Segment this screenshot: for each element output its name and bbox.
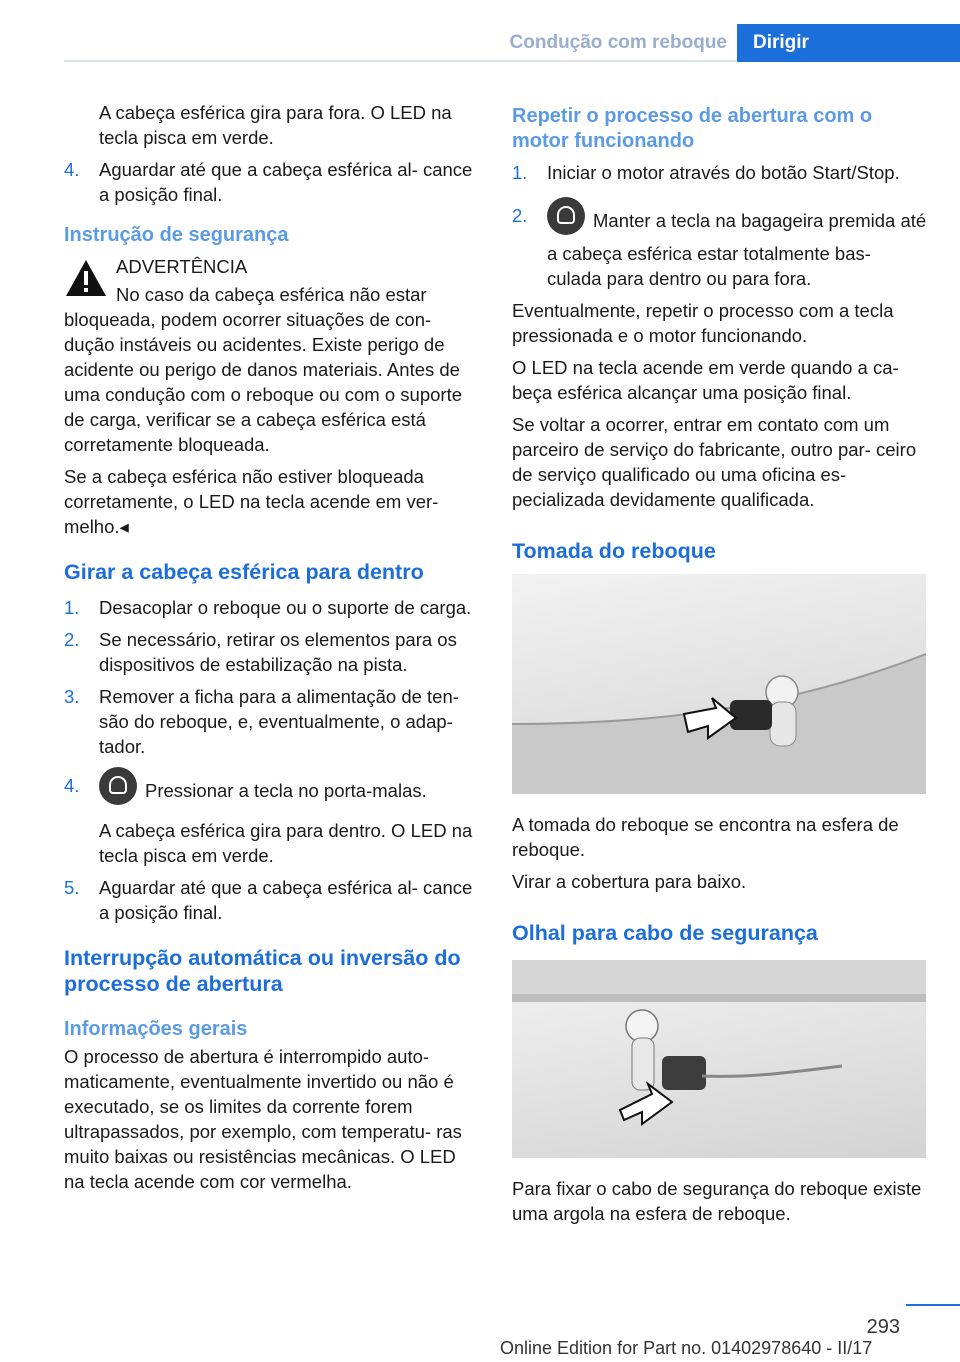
paragraph: Eventualmente, repetir o processo com a tecla pressionada e o motor funcionando.: [512, 300, 894, 346]
paragraph: Se voltar a ocorrer, entrar em contato com um parceiro de serviço do fabricante, outro par‐ ceiro de serviço qualificado ou uma oficina es‐ pecializada devidamente qualificada.: [512, 414, 917, 510]
list-item: [512, 203, 930, 291]
warning-title: ADVERTÊNCIA: [116, 256, 248, 277]
header-section-title: Condução com reboque: [509, 32, 727, 53]
list-text-with-icon: [99, 773, 480, 811]
list-number: 3.: [64, 686, 80, 707]
repeat-steps: [512, 160, 930, 291]
list-item: [64, 157, 480, 207]
trailer-socket-photo: [512, 574, 926, 794]
list-item: [64, 595, 480, 620]
right-column: [512, 104, 930, 1233]
list-item: [64, 684, 480, 759]
list-number: 1.: [512, 162, 528, 183]
left-column: [64, 100, 480, 1201]
header-chapter-tab: Dirigir: [737, 24, 960, 62]
list-item: [64, 875, 480, 925]
list-text: Aguardar até que a cabeça esférica al‐ cance a posição final.: [99, 159, 473, 205]
list-number: 2.: [512, 205, 528, 226]
socket-heading: Tomada do reboque: [512, 539, 716, 563]
step-continuation: A cabeça esférica gira para fora. O LED na tecla pisca em verde.: [99, 102, 452, 148]
list-text: Pressionar a tecla no porta-malas.: [145, 779, 427, 801]
list-item: [512, 160, 930, 185]
trailer-socket-illustration: [512, 574, 926, 794]
list-text: Iniciar o motor através do botão Start/Stop.: [547, 162, 900, 183]
list-item: [64, 773, 480, 811]
list-text: Remover a ficha para a alimentação de ten‐ são do reboque, e, eventualmente, o adap‐ tador.: [99, 686, 459, 757]
list-item: [64, 627, 480, 677]
warning-block: [64, 254, 480, 304]
inward-steps: [64, 595, 480, 925]
trunk-button-icon: [547, 197, 585, 235]
socket-caption: A tomada do reboque se encontra na esfera de reboque.: [512, 814, 899, 860]
list-number: 4.: [64, 159, 80, 180]
socket-paragraph: Virar a cobertura para baixo.: [512, 871, 747, 892]
repeat-heading: Repetir o processo de abertura com o motor funcionando: [512, 105, 873, 152]
safety-heading: Instrução de segurança: [64, 224, 289, 246]
list-number: 2.: [64, 629, 80, 650]
list-number: 4.: [64, 775, 80, 796]
warning-text: No caso da cabeça esférica não estar bloqueada, podem ocorrer situações de con‐ dução instáveis ou acidentes. Existe perigo de acidente ou perigo de danos materiais. Antes de uma condução com o reboque ou com o suporte de carga, verificar se a cabeça esférica está corretamente bloqueada.: [64, 284, 462, 455]
warning-triangle-icon: [64, 258, 108, 298]
footer-rule: [906, 1304, 960, 1306]
led-paragraph: Se a cabeça esférica não estiver bloqueada corretamente, o LED na tecla acende em ver‐ melho.◂: [64, 466, 439, 537]
trunk-button-icon: [99, 767, 137, 805]
list-number: 5.: [64, 877, 80, 898]
footer-edition: Online Edition for Part no. 01402978640 - II/17: [500, 1338, 873, 1358]
safety-eye-illustration: [512, 960, 926, 1158]
general-text: O processo de abertura é interrompido auto‐ maticamente, eventualmente invertido ou não é executado, se os limites da corrente forem ultrapassados, por exemplo, com temperatu‐ ras muito baixas ou resistências mecânicas. O LED na tecla acende com cor vermelha.: [64, 1046, 462, 1192]
general-heading: Informações gerais: [64, 1018, 248, 1040]
list-text-with-icon: [547, 203, 930, 291]
list-text: Manter a tecla na bagageira premida até a cabeça esférica estar totalmente bas‐ culada para dentro ou para fora.: [547, 209, 927, 289]
eye-caption: Para fixar o cabo de segurança do reboque existe uma argola na esfera de reboque.: [512, 1178, 922, 1224]
step-continuation: A cabeça esférica gira para dentro. O LED na tecla pisca em verde.: [99, 820, 473, 866]
inward-heading: Girar a cabeça esférica para dentro: [64, 560, 424, 584]
list-number: 1.: [64, 597, 80, 618]
list-text: Se necessário, retirar os elementos para os dispositivos de estabilização na pista.: [99, 629, 457, 675]
interrupt-heading: Interrupção automática ou inversão do processo de abertura: [64, 946, 461, 996]
list-text: Desacoplar o reboque ou o suporte de carga.: [99, 597, 472, 618]
list-text: Aguardar até que a cabeça esférica al‐ cance a posição final.: [99, 877, 473, 923]
paragraph: O LED na tecla acende em verde quando a ca‐ beça esférica alcançar uma posição final.: [512, 357, 899, 403]
safety-eye-photo: [512, 960, 926, 1158]
eye-heading: Olhal para cabo de segurança: [512, 921, 818, 945]
page-number: 293: [866, 1316, 900, 1338]
